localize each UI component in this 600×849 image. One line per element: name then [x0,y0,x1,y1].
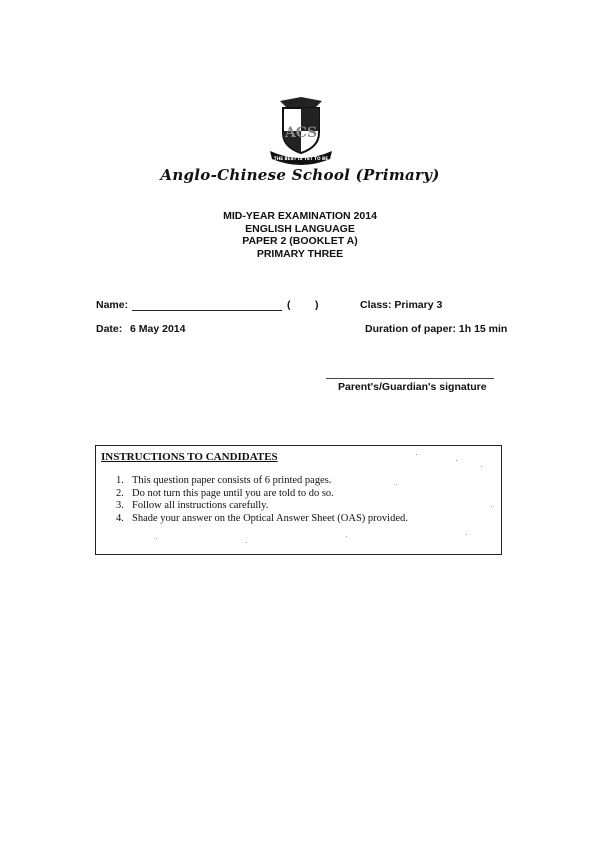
instruction-number: 3. [116,500,124,511]
svg-text:ACS: ACS [284,125,318,141]
instruction-text: Shade your answer on the Optical Answer Sheet (OAS) provided. [132,512,408,524]
exam-title-block [0,210,600,260]
instruction-item [116,500,408,513]
scan-speck [416,454,417,455]
instruction-item [116,475,408,488]
signature-label: Parent's/Guardian's signature [338,381,487,393]
scan-speck [396,484,397,485]
exam-level: PRIMARY THREE [256,247,344,260]
exam-title: MID-YEAR EXAMINATION 2014 [223,210,377,222]
duration-label: Duration of paper: 1h 15 min [365,323,508,335]
exam-paper: PAPER 2 (BOOKLET A) [242,235,358,247]
instruction-text: Follow all instructions carefully. [132,500,269,511]
scan-speck [456,460,457,461]
instruction-item [116,513,408,526]
register-number-close-paren: ) [315,299,319,311]
name-field[interactable] [132,310,282,311]
instruction-text: Do not turn this page until you are told to do so. [132,487,334,499]
register-number-open-paren: ( [287,299,291,311]
school-name: Anglo-Chinese School (Primary) [160,166,440,184]
scan-speck [491,506,492,507]
instructions-heading: INSTRUCTIONS TO CANDIDATES [101,451,278,463]
exam-subject: ENGLISH LANGUAGE [245,222,355,235]
svg-text:THE BEST IS YET TO BE: THE BEST IS YET TO BE [273,156,329,161]
instruction-item [116,488,408,501]
instruction-number: 1. [116,475,124,486]
instruction-number: 2. [116,487,124,499]
instructions-list [116,475,408,525]
name-label: Name: [96,299,129,311]
scan-speck [481,466,482,467]
class-label: Class: Primary 3 [360,299,443,311]
instruction-number: 4. [116,512,124,524]
signature-field[interactable] [326,378,494,379]
scan-speck [156,538,157,539]
date-value: 6 May 2014 [130,323,186,335]
scan-speck [466,534,467,535]
instruction-text: This question paper consists of 6 printed pages. [132,475,332,486]
scan-speck [346,536,347,537]
instructions-box [95,445,502,555]
school-crest-logo [266,95,336,165]
date-label: Date: [96,323,123,335]
scan-speck [246,542,247,543]
